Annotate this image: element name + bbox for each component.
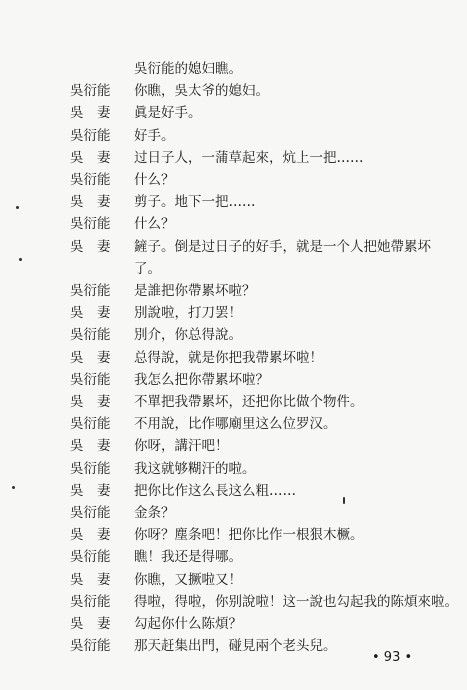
speaker-name: 吳 妻 [70, 149, 111, 166]
dialogue-text: 不單把我帶累坏，还把你比做个物件。 [134, 394, 364, 410]
dialogue-text: 勾起你什么陈煩？ [134, 616, 242, 632]
speaker-name: 吳 妻 [70, 438, 111, 455]
dialogue-text: 我怎么把你帶累坏啦？ [134, 371, 269, 388]
speaker-name: 吳 妻 [70, 238, 111, 255]
speaker-name: 吳衍能 [70, 327, 111, 344]
dialogue-text: 別說啦，打刀罢！ [134, 305, 242, 322]
dialogue-text: 金条？ [134, 505, 175, 521]
scan-speck [19, 258, 22, 261]
speaker-name: 吳衍能 [70, 638, 111, 655]
speaker-name: 吳 妻 [70, 349, 111, 366]
dialogue-text: 什么？ [134, 172, 175, 188]
page-number: • 93 • [372, 650, 413, 665]
dialogue-text: 我这就够糊汗的啦。 [134, 460, 256, 477]
scan-speck [12, 486, 15, 489]
speaker-name: 吳衍能 [70, 371, 111, 388]
dialogue-text: 別介，你总得說。 [134, 327, 242, 344]
speaker-name: 吳衍能 [70, 460, 111, 477]
speaker-name: 吳 妻 [70, 394, 111, 410]
dialogue-text: 得啦，得啦，你别說啦！这一說也勾起我的陈煩來啦。 [134, 593, 458, 610]
speaker-name: 吳衍能 [70, 549, 111, 566]
speaker-name: 吳衍能 [70, 127, 111, 144]
dialogue-text: 你瞧，又撅啦又！ [134, 571, 242, 588]
dialogue-text: 过日子人，一蒲草起來，炕上一把…… [134, 149, 364, 166]
dialogue-text: 什么？ [134, 216, 175, 233]
scan-speck [16, 206, 19, 209]
speaker-name: 吳 妻 [70, 305, 111, 322]
dialogue-text: 鏟子。倒是过日子的好手，就是一个人把她帶累坏 [134, 238, 431, 255]
dialogue-text: 瞧！我还是得哪。 [134, 549, 242, 566]
dialogue-text: 剪子。地下一把…… [134, 194, 256, 211]
speaker-name: 吳 妻 [70, 616, 111, 632]
scan-speck [343, 497, 345, 504]
dialogue-text: 你呀，講汗吧！ [134, 438, 229, 455]
dialogue-text: 好手。 [134, 127, 175, 144]
speaker-name: 吳 妻 [70, 571, 111, 588]
dialogue-text: 你瞧，吳太爷的媳妇。 [134, 83, 269, 100]
dialogue-text: 不用說，比作哪廟里这么位罗汉。 [134, 416, 337, 433]
speaker-name: 吳 妻 [70, 105, 111, 122]
dialogue-text: 把你比作这么長这么粗…… [134, 482, 296, 499]
dialogue-text: 你呀？塵条吧！把你比作一根狠木橛。 [134, 527, 364, 544]
speaker-name: 吳 妻 [70, 482, 111, 499]
dialogue-text: 眞是好手。 [134, 105, 202, 122]
speaker-name: 吳衍能 [70, 283, 111, 299]
dialogue-text: 那天赶集出門，碰見兩个老头兒。 [134, 638, 337, 655]
speaker-name: 吳衍能 [70, 83, 111, 100]
speaker-name: 吳 妻 [70, 194, 111, 211]
speaker-name: 吳衍能 [70, 505, 111, 521]
speaker-name: 吳 妻 [70, 527, 111, 544]
speaker-name: 吳衍能 [70, 172, 111, 188]
dialogue-text: 总得說，就是你把我帶累坏啦！ [134, 349, 323, 366]
dialogue-text: 是誰把你帶累坏啦？ [134, 283, 256, 299]
speaker-name: 吳衍能 [70, 216, 111, 233]
speaker-name: 吳衍能 [70, 416, 111, 433]
dialogue-text: 吳衍能的媳妇瞧。 [134, 61, 242, 77]
dialogue-text: 了。 [134, 260, 161, 277]
speaker-name: 吳衍能 [70, 593, 111, 610]
